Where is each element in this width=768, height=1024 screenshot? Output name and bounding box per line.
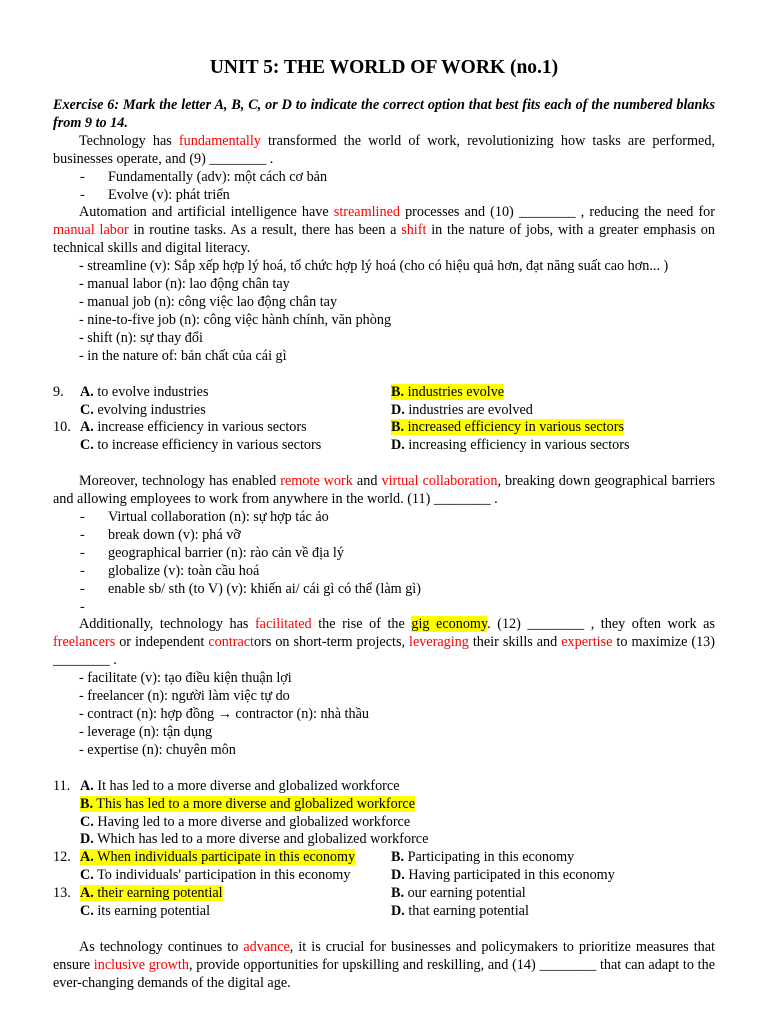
paragraph-3: Moreover, technology has enabled remote work and virtual collaboration, breaking down geographical barriers and allowing employees to work from anywhere in the world. (11) ________ . (53, 473, 715, 508)
answer-highlight: A. When individuals participate in this economy (80, 849, 356, 866)
vocab-item: - shift (n): sự thay đổi (79, 329, 203, 346)
question-13-row-2 (53, 903, 715, 921)
answer-highlight: B. This has led to a more diverse and globalized workforce (80, 795, 416, 812)
vocab-item: - manual labor (n): lao động chân tay (79, 276, 290, 293)
paragraph-4: Additionally, technology has facilitated the rise of the gig economy. (12) ________ , they often work as freelancers or independent contractors on short-term projects, leveraging their skills and expertise to maximize (13) ________ . (53, 616, 715, 669)
keyword: contract (208, 634, 254, 651)
vocab-item: - (80, 598, 85, 615)
keyword: advance (243, 938, 290, 955)
vocab-item: - enable sb/ sth (to V) (v): khiến ai/ cái gì có thể (làm gì) (80, 580, 421, 597)
paragraph-1: Technology has fundamentally transformed the world of work, revolutionizing how tasks are performed, businesses operate, and (9) ________ . (53, 132, 715, 167)
answer-highlight: B. increased efficiency in various sectors (391, 419, 624, 436)
keyword: leveraging (409, 634, 469, 651)
keyword: shift (401, 222, 427, 239)
option-d: D. industries are evolved (391, 401, 533, 418)
vocab-item: - globalize (v): toàn cầu hoá (80, 562, 260, 579)
question-11-option-d (53, 831, 715, 849)
vocab-item: - leverage (n): tận dụng (79, 723, 213, 740)
option-a (80, 885, 391, 903)
keyword: inclusive growth (93, 956, 189, 973)
option-d: D. Which has led to a more diverse and globalized workforce (80, 831, 429, 848)
question-10: 10. A. increase efficiency in various sectors B. increased efficiency in various sectors (53, 419, 715, 437)
vocab-item: - Fundamentally (adv): một cách cơ bản (80, 168, 328, 185)
vocab-item: - break down (v): phá vỡ (80, 526, 241, 543)
question-11-option-c (53, 814, 715, 832)
option-d: D. that earning potential (391, 903, 529, 920)
vocab-item: - manual job (n): công việc lao động chân tay (79, 293, 338, 310)
question-9: 9. A. to evolve industries B. industries evolve (53, 384, 715, 402)
answer-highlight: A. their earning potential (80, 885, 223, 902)
keyword: freelancers (53, 634, 116, 651)
keyword: manual labor (53, 222, 129, 239)
vocab-item: - facilitate (v): tạo điều kiện thuận lợi (79, 670, 292, 687)
vocab-item: - nine-to-five job (n): công việc hành chính, văn phòng (79, 311, 392, 328)
option-d: D. Having participated in this economy (391, 867, 615, 884)
vocab-item: - in the nature of: bản chất của cái gì (79, 347, 287, 364)
option-b (391, 384, 715, 402)
question-12: 12. A. When individuals participate in this economy B. Participating in this economy (53, 849, 715, 867)
keyword: remote work (280, 473, 353, 490)
keyword: expertise (561, 634, 613, 651)
question-13: 13. A. their earning potential B. our earning potential (53, 885, 715, 903)
option-c: C. Having led to a more diverse and globalized workforce (80, 813, 411, 830)
document-page (53, 56, 715, 993)
question-12-row-2 (53, 867, 715, 885)
option-a: A. It has led to a more diverse and globalized workforce (80, 777, 400, 794)
option-b (80, 796, 715, 814)
question-11-option-b (53, 796, 715, 814)
option-a (80, 849, 391, 867)
paragraph-5: As technology continues to advance, it is crucial for businesses and policymakers to prioritize measures that ensure inclusive growth, provide opportunities for upskilling and reskilling, and (14) ________ that can adapt to the ever-changing demands of the digital age. (53, 938, 716, 991)
vocab-item: - geographical barrier (n): rào cản về địa lý (80, 544, 344, 561)
vocab-item: - streamline (v): Sắp xếp hợp lý hoá, tổ chức hợp lý hoá (cho có hiệu quả hơn, đạt năng suất cao hơn... ) (79, 258, 669, 275)
option-d: D. increasing efficiency in various sectors (391, 437, 630, 454)
exercise-instruction: Exercise 6: Mark the letter A, B, C, or D to indicate the correct option that best fits each of the numbered blanks from 9 to 14. (53, 97, 715, 131)
option-b (391, 419, 715, 437)
option-c: C. evolving industries (80, 401, 206, 418)
keyword: virtual collaboration (381, 473, 498, 490)
vocab-item: - contract (n): hợp đồng → contractor (n): nhà thầu (79, 706, 369, 722)
keyword: facilitated (254, 616, 312, 633)
vocab-item: - Evolve (v): phát triển (80, 186, 230, 203)
option-c: C. its earning potential (80, 903, 211, 920)
option-c: C. to increase efficiency in various sectors (80, 437, 322, 454)
question-9-row-2 (53, 402, 715, 420)
paragraph-2: Automation and artificial intelligence have streamlined processes and (10) ________ , reducing the need for manual labor in routine tasks. As a result, there has been a shift in the nature of jobs, with a greater emphasis on technical skills and digital literacy. (53, 204, 715, 257)
keyword: streamlined (333, 204, 400, 221)
keyword: fundamentally (178, 132, 261, 149)
vocab-item: - freelancer (n): người làm việc tự do (79, 688, 290, 705)
keyword-highlight: gig economy (411, 616, 488, 633)
answer-highlight: B. industries evolve (391, 383, 505, 400)
option-c: C. To individuals' participation in this economy (80, 867, 351, 884)
option-a: A. to evolve industries (80, 383, 209, 400)
option-b: B. Participating in this economy (391, 849, 575, 866)
vocab-item: - Virtual collaboration (n): sự hợp tác ảo (80, 509, 329, 526)
question-10-row-2 (53, 437, 715, 455)
option-b: B. our earning potential (391, 885, 526, 902)
question-11: 11. A. It has led to a more diverse and globalized workforce (53, 778, 715, 796)
page-title: UNIT 5: THE WORLD OF WORK (no.1) (209, 57, 559, 78)
option-a: A. increase efficiency in various sectors (80, 419, 307, 436)
vocab-item: - expertise (n): chuyên môn (79, 741, 236, 758)
